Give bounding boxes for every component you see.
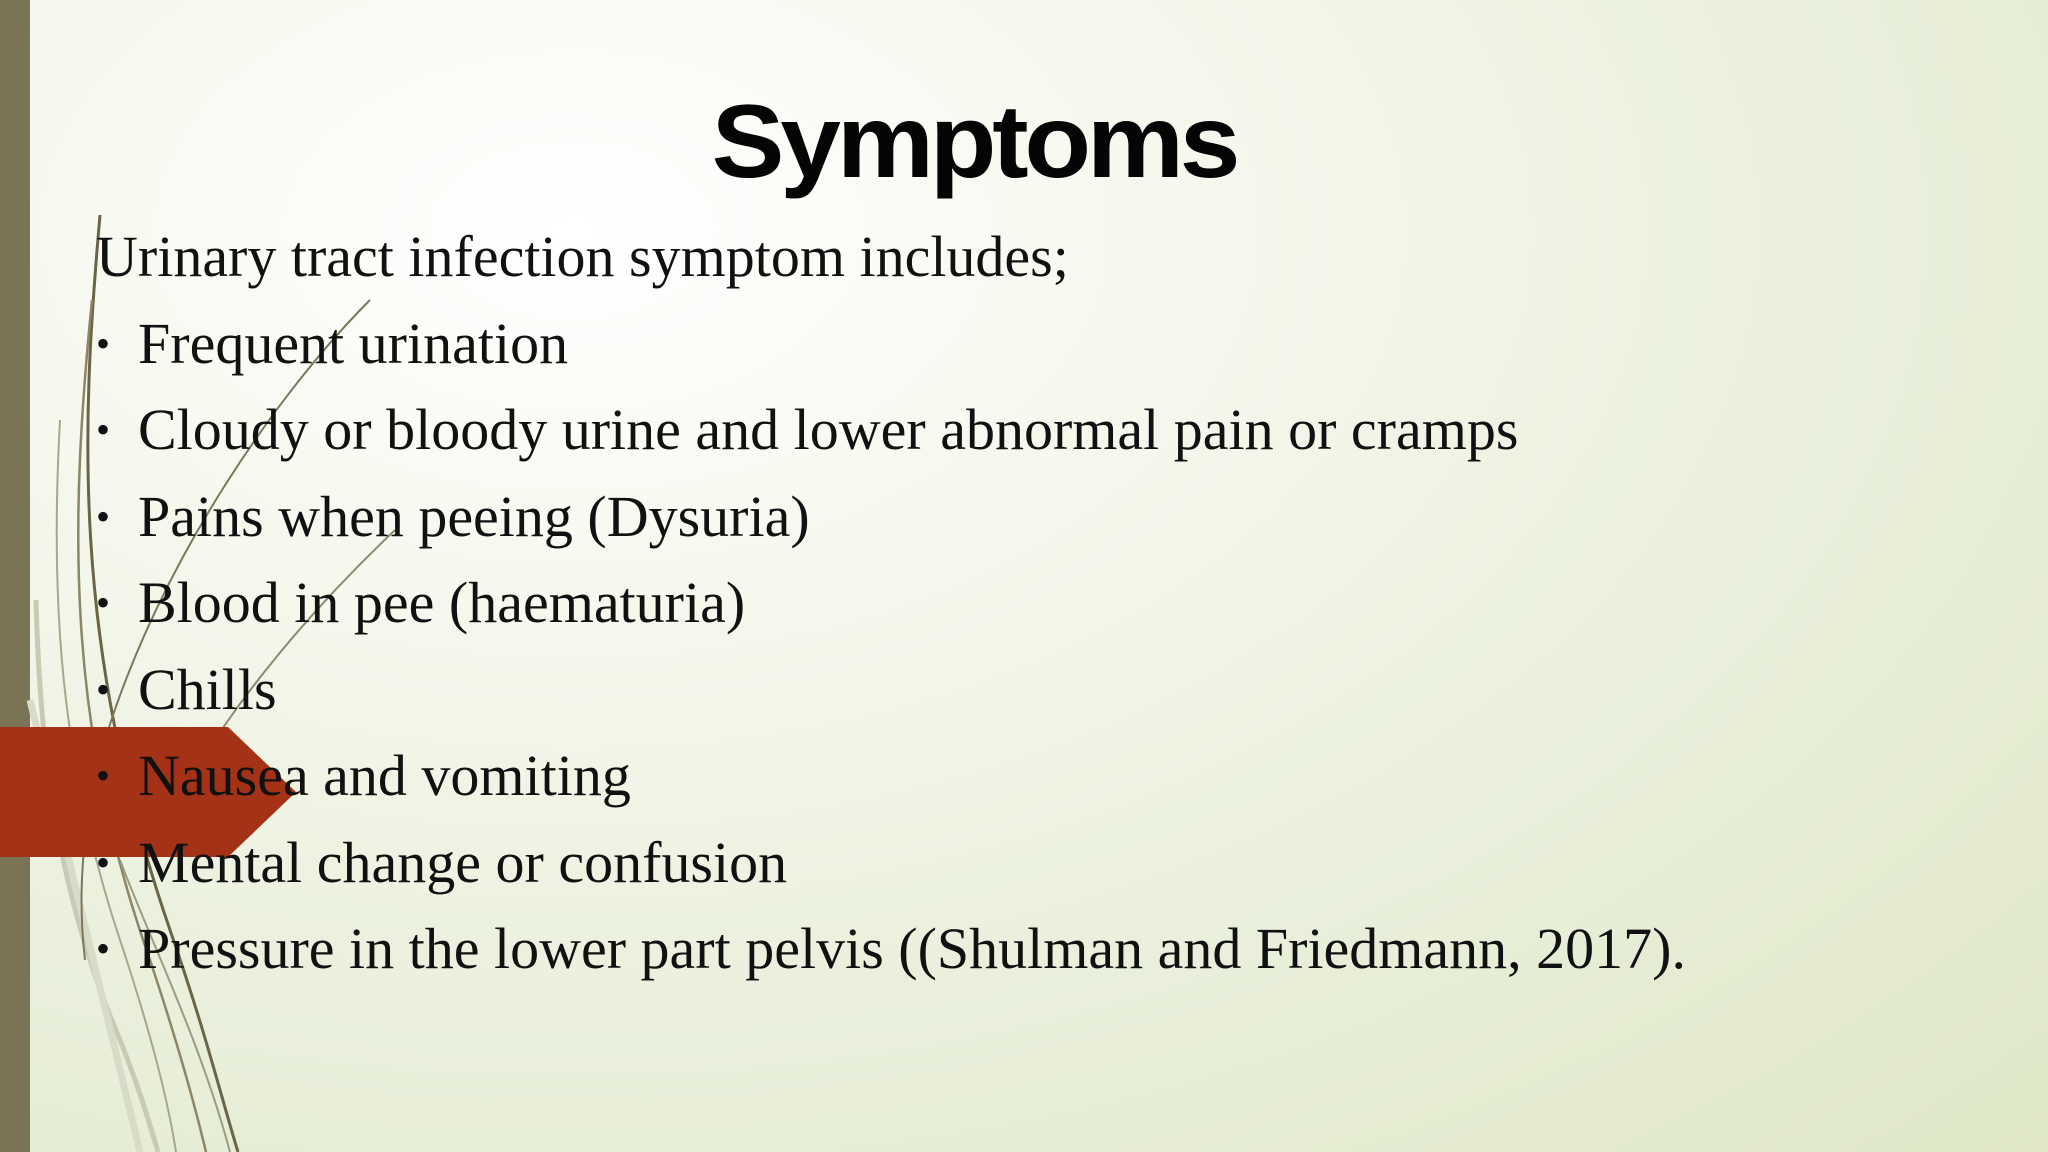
symptom-list bbox=[96, 301, 1946, 993]
bullet-icon: • bbox=[96, 839, 111, 885]
list-item-text: Frequent urination bbox=[138, 310, 569, 376]
list-item-text: Pressure in the lower part pelvis ((Shulman and Friedmann, 2017). bbox=[138, 916, 1686, 981]
bullet-icon: • bbox=[96, 493, 111, 539]
list-item-text: Pains when peeing (Dysuria) bbox=[138, 483, 810, 549]
bullet-icon: • bbox=[96, 926, 111, 971]
bullet-icon: • bbox=[96, 407, 111, 452]
list-item bbox=[96, 301, 1946, 388]
list-item-text: Nausea and vomiting bbox=[138, 743, 631, 808]
intro-text: Urinary tract infection symptom includes; bbox=[96, 224, 1069, 289]
list-item bbox=[96, 560, 1946, 647]
bullet-icon: • bbox=[96, 666, 111, 712]
list-item bbox=[96, 733, 1946, 820]
list-item bbox=[96, 906, 1946, 993]
list-item-text: Mental change or confusion bbox=[138, 829, 788, 895]
list-item-text: Chills bbox=[138, 656, 277, 722]
list-item bbox=[96, 647, 1946, 734]
slide-title: Symptoms bbox=[711, 84, 1237, 200]
bullet-icon: • bbox=[96, 320, 111, 366]
list-item bbox=[96, 820, 1946, 907]
bullet-icon: • bbox=[96, 753, 111, 798]
list-item-text: Cloudy or bloody urine and lower abnormal pain or cramps bbox=[138, 397, 1519, 462]
list-item bbox=[96, 474, 1946, 561]
slide-body bbox=[96, 214, 1946, 993]
list-item-text: Blood in pee (haematuria) bbox=[138, 570, 746, 635]
list-item bbox=[96, 387, 1946, 474]
bullet-icon: • bbox=[96, 580, 111, 625]
